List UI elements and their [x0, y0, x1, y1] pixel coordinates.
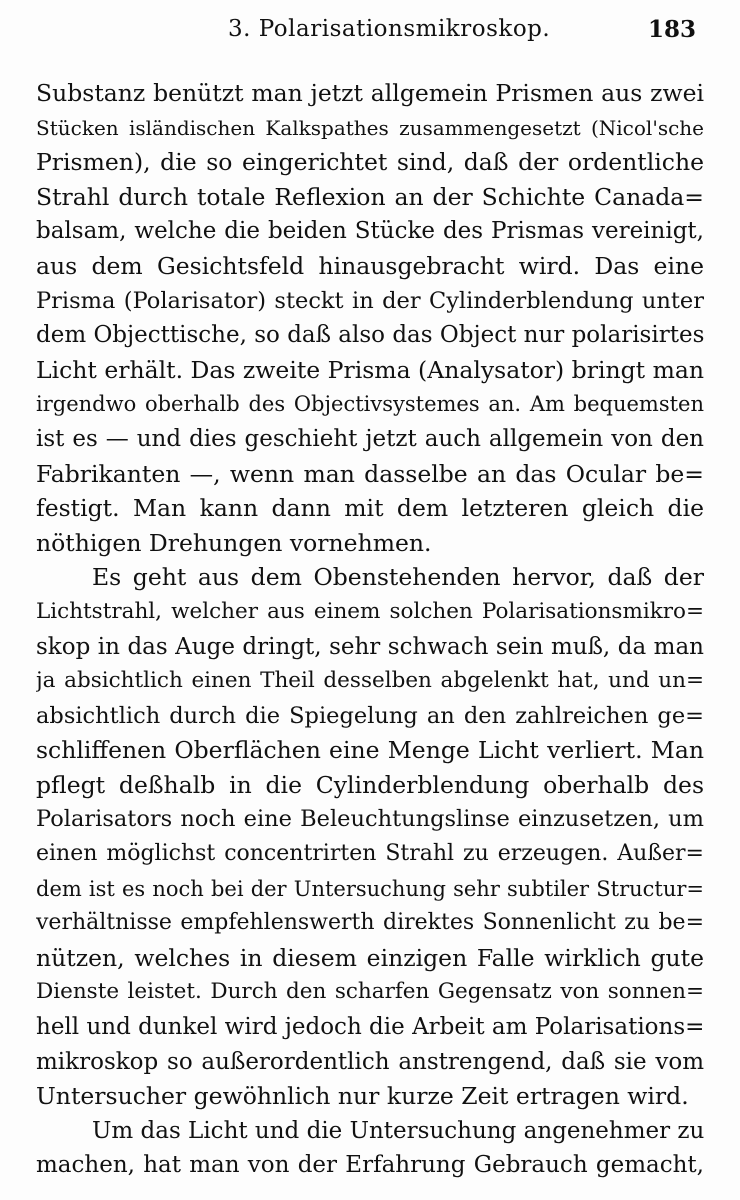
text-line: verhältnisse empfehlenswerth direktes Sonnenlicht zu be= — [36, 910, 704, 936]
text-line: Es geht aus dem Obenstehenden hervor, daß der — [92, 563, 704, 592]
text-line: Um das Licht und die Untersuchung angenehmer zu — [92, 1117, 704, 1144]
text-line: pflegt deßhalb in die Cylinderblendung oberhalb des — [36, 770, 704, 799]
text-line: nöthigen Drehungen vornehmen. — [36, 528, 432, 557]
text-line: machen, hat man von der Erfahrung Gebrauch gemacht, — [36, 1152, 704, 1179]
page-number: 183 — [647, 16, 696, 43]
text-line: irgendwo oberhalb des Objectivsystemes an. Am bequemsten — [36, 392, 704, 417]
text-line: Prismen), die so eingerichtet sind, daß der ordentliche — [36, 148, 704, 177]
text-line: Prisma (Polarisator) steckt in der Cylinderblendung unter — [36, 287, 704, 314]
text-line: festigt. Man kann dann mit dem letzteren gleich die — [36, 494, 704, 523]
text-line: schliffenen Oberflächen eine Menge Licht verliert. Man — [36, 736, 704, 765]
text-line: absichtlich durch die Spiegelung an den zahlreichen ge= — [36, 702, 704, 729]
running-head — [0, 14, 740, 54]
text-line: Untersucher gewöhnlich nur kurze Zeit ertragen wird. — [36, 1082, 689, 1111]
text-line: balsam, welche die beiden Stücke des Prismas vereinigt, — [36, 218, 704, 245]
text-line: mikroskop so außerordentlich anstrengend, daß sie vom — [36, 1048, 704, 1075]
body-text — [36, 76, 704, 1183]
text-line: Fabrikanten —, wenn man dasselbe an das Ocular be= — [36, 459, 704, 488]
text-line: einen möglichst concentrirten Strahl zu erzeugen. Außer= — [36, 841, 704, 867]
text-line: Dienste leistet. Durch den scharfen Gegensatz von sonnen= — [36, 979, 704, 1005]
running-title: 3. Polarisationsmikroskop. — [228, 16, 551, 42]
text-line: dem Objecttische, so daß also das Object nur polarisirtes — [36, 322, 704, 349]
text-line: nützen, welches in diesem einzigen Falle wirklich gute — [36, 943, 704, 972]
text-line: dem ist es noch bei der Untersuchung sehr subtiler Structur= — [36, 876, 704, 901]
text-line: aus dem Gesichtsfeld hinausgebracht wird. Das eine — [36, 251, 704, 280]
text-line: Substanz benützt man jetzt allgemein Prismen aus zwei — [36, 79, 704, 107]
text-line: Polarisators noch eine Beleuchtungslinse einzusetzen, um — [36, 806, 704, 833]
text-line: hell und dunkel wird jedoch die Arbeit am Polarisations= — [36, 1014, 704, 1041]
text-line: Strahl durch totale Reflexion an der Schichte Canada= — [36, 182, 704, 211]
text-line: Stücken isländischen Kalkspathes zusammengesetzt (Nicol'sche — [36, 115, 704, 140]
text-line: Lichtstrahl, welcher aus einem solchen Polarisationsmikro= — [36, 598, 704, 624]
text-line: Licht erhält. Das zweite Prisma (Analysator) bringt man — [36, 355, 704, 384]
text-line: ja absichtlich einen Theil desselben abgelenkt hat, und un= — [36, 668, 704, 694]
text-line: skop in das Auge dringt, sehr schwach sein muß, da man — [36, 633, 704, 660]
text-line: ist es — und dies geschieht jetzt auch allgemein von den — [36, 425, 704, 452]
